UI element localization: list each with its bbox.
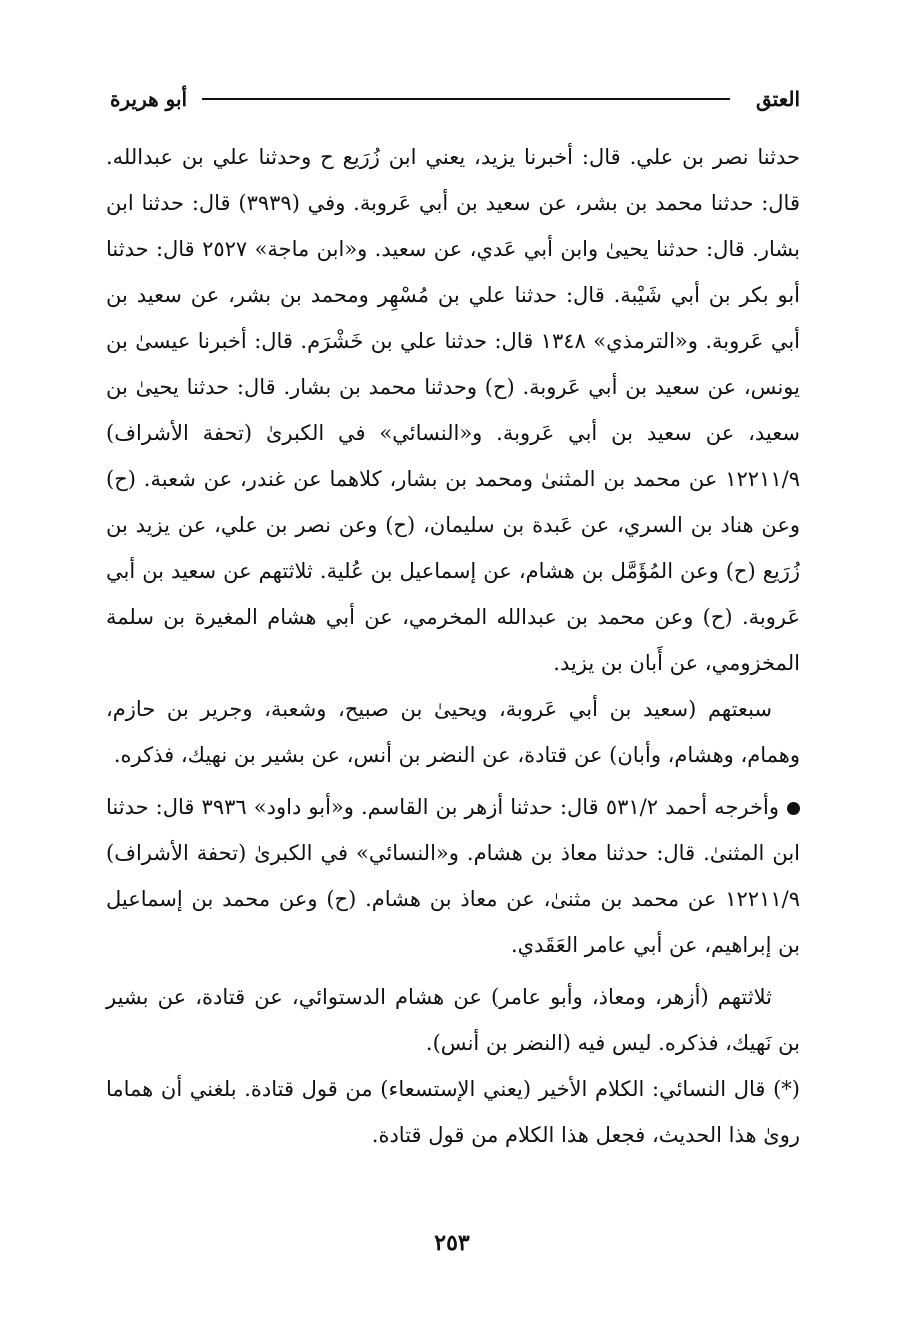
paragraph-ahmad-text: وأخرجه أحمد ٥٣١/٢ قال: حدثنا أزهر بن القاسم. و«أبو داود» ٣٩٣٦ قال: حدثنا ابن المثنىٰ. قال: حدثنا معاذ بن هشام. و«النسائي» في الكبرىٰ (تحفة الأشراف) ١٢٢١١/٩ عن محمد بن مثنىٰ، عن معاذ بن هشام. (ح) وعن محمد بن إسماعيل بن إبراهيم، عن أبي عامر العَقَدي. [106, 795, 800, 957]
paragraph-seven-narrators: سبعتهم (سعيد بن أبي عَروبة، ويحيىٰ بن صبيح، وشعبة، وجرير بن حازم، وهمام، وهشام، وأبان) عن قتادة، عن النضر بن أنس، عن بشير بن نهيك، فذكره. [106, 697, 800, 767]
paragraph-three-narrators: ثلاثتهم (أزهر، ومعاذ، وأبو عامر) عن هشام الدستوائي، عن قتادة، عن بشير بن نَهيك، فذكره. ليس فيه (النضر بن أنس). [106, 985, 800, 1055]
paragraph-footnote: (*) قال النسائي: الكلام الأخير (يعني الإستسعاء) من قول قتادة. بلغني أن هماما روىٰ هذا الحديث، فجعل هذا الكلام من قول قتادة. [106, 1077, 800, 1147]
page-number: ٢٥٣ [434, 1230, 470, 1256]
running-header [110, 84, 800, 114]
header-rule [202, 98, 730, 100]
chapter-title: العتق [755, 87, 800, 111]
bullet-icon [787, 802, 800, 815]
paragraph-ahmad-source [106, 784, 800, 968]
paragraph-chain-of-narration: حدثنا نصر بن علي. قال: أخبرنا يزيد، يعني ابن زُرَيع ح وحدثنا علي بن عبدالله. قال: حدثنا محمد بن بشر، عن سعيد بن أبي عَروبة. وفي (٣٩٣٩) قال: حدثنا ابن بشار. قال: حدثنا يحيىٰ وابن أبي عَدي، عن سعيد. و«ابن ماجة» ٢٥٢٧ قال: حدثنا أبو بكر بن أبي شَيْبة. قال: حدثنا علي بن مُسْهِر ومحمد بن بشر، عن سعيد بن أبي عَروبة. و«الترمذي» ١٣٤٨ قال: حدثنا علي بن خَشْرَم. قال: أخبرنا عيسىٰ بن يونس، عن سعيد بن أبي عَروبة. (ح) وحدثنا محمد بن بشار. قال: حدثنا يحيىٰ بن سعيد، عن سعيد بن أبي عَروبة. و«النسائي» في الكبرىٰ (تحفة الأشراف) ١٢٢١١/٩ عن محمد بن المثنىٰ ومحمد بن بشار، كلاهما عن غندر، عن شعبة. (ح) وعن هناد بن السري، عن عَبدة بن سليمان، (ح) وعن نصر بن علي، عن يزيد بن زُرَيع (ح) وعن المُؤَمَّل بن هشام، عن إسماعيل بن عُلية. ثلاثتهم عن سعيد بن أبي عَروبة. (ح) وعن محمد بن عبدالله المخرمي، عن أبي هشام المغيرة بن سلمة المخزومي، عن أَبان بن يزيد. [106, 145, 800, 675]
page-body [106, 134, 800, 1158]
narrator-name: أبو هريرة [110, 87, 188, 111]
